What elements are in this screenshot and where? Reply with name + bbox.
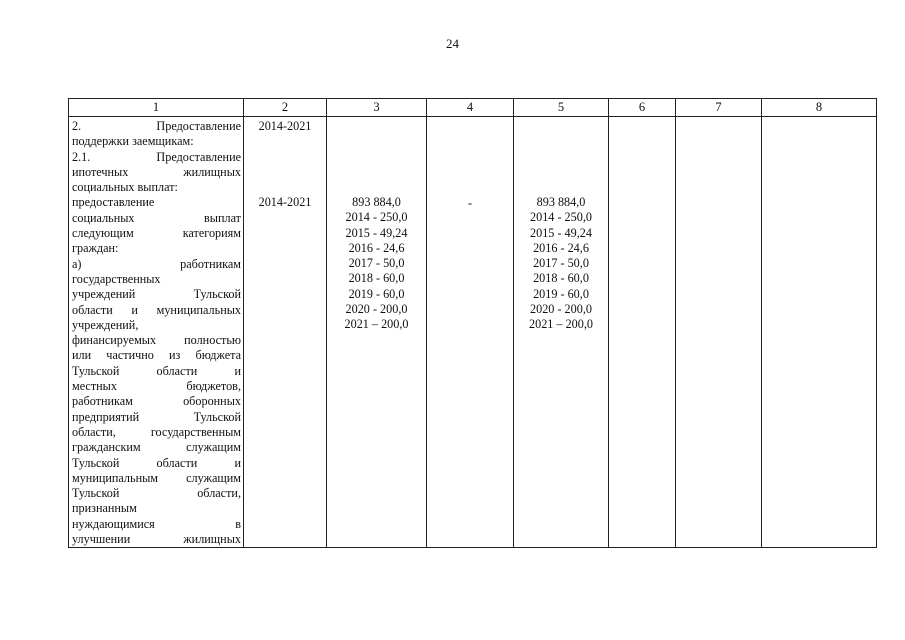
column-6-cell <box>609 117 676 548</box>
funding-value: 2015 - 49,24 <box>345 225 408 240</box>
funding-value: 2015 - 49,24 <box>530 225 592 240</box>
description-line: учреждений, <box>72 317 139 332</box>
column-7-cell <box>676 117 762 548</box>
description-line: Тульской области и <box>72 363 241 378</box>
funding-value: 2016 - 24,6 <box>348 240 405 255</box>
header-row <box>69 99 877 117</box>
description-cell <box>69 117 244 548</box>
description-line: 2. Предоставление <box>72 119 241 133</box>
funding-value: 2019 - 60,0 <box>348 286 405 301</box>
funding-value: 893 884,0 <box>352 195 401 209</box>
description-line: поддержки заемщикам: <box>72 134 194 149</box>
description-line: граждан: <box>72 241 119 256</box>
description-text <box>69 117 243 547</box>
description-line: Тульской области и <box>72 455 241 470</box>
funding-value: 2021 – 200,0 <box>529 317 593 332</box>
program-table <box>68 98 877 548</box>
table-row <box>69 117 877 548</box>
funding-value: 2014 - 250,0 <box>345 210 408 225</box>
column-header-4: 4 <box>427 99 514 117</box>
description-line: государственных <box>72 271 161 286</box>
description-line: признанным <box>72 501 137 516</box>
funding-value: 2017 - 50,0 <box>348 256 405 271</box>
description-line: Тульской области, <box>72 486 241 501</box>
funding-total-cell <box>327 117 427 548</box>
column-header-7: 7 <box>676 99 762 117</box>
regional-funding-cell <box>514 117 609 548</box>
description-line: области и муниципальных <box>72 302 241 317</box>
regional-funding-values <box>514 195 608 333</box>
funding-value: 2014 - 250,0 <box>530 210 592 225</box>
federal-funding-value: - <box>467 196 473 210</box>
description-line: муниципальным служащим <box>72 470 241 485</box>
funding-total-values <box>327 195 426 333</box>
description-line: улучшении жилищных <box>72 532 241 547</box>
page-number: 24 <box>446 36 459 51</box>
funding-value: 2020 - 200,0 <box>530 302 592 317</box>
column-header-8: 8 <box>762 99 877 117</box>
funding-value: 2017 - 50,0 <box>533 256 589 271</box>
description-line: социальных выплат: <box>72 180 178 195</box>
funding-value: 2018 - 60,0 <box>348 271 405 286</box>
period-cell <box>244 117 327 548</box>
description-line: следующим категориям <box>72 226 241 241</box>
column-header-2: 2 <box>244 99 327 117</box>
description-line: местных бюджетов, <box>72 379 241 394</box>
description-line: финансируемых полностью <box>72 333 241 348</box>
description-line: предоставление <box>72 195 155 210</box>
description-line: или частично из бюджета <box>72 348 241 363</box>
column-header-1: 1 <box>69 99 244 117</box>
column-header-3: 3 <box>327 99 427 117</box>
description-line: 2.1. Предоставление <box>72 149 241 164</box>
funding-value: 2018 - 60,0 <box>533 271 589 286</box>
federal-funding-cell <box>427 117 514 548</box>
period-payments: 2014-2021 <box>258 195 312 210</box>
description-line: учреждений Тульской <box>72 287 241 302</box>
column-header-6: 6 <box>609 99 676 117</box>
description-line: нуждающимися в <box>72 516 241 531</box>
column-header-5: 5 <box>514 99 609 117</box>
description-line: гражданским служащим <box>72 440 241 455</box>
column-8-cell <box>762 117 877 548</box>
description-line: а) работникам <box>72 256 241 271</box>
funding-value: 2019 - 60,0 <box>533 286 589 301</box>
description-line: ипотечных жилищных <box>72 164 241 179</box>
description-line: предприятий Тульской <box>72 409 241 424</box>
funding-value: 893 884,0 <box>536 195 586 209</box>
description-line: области, государственным <box>72 424 241 439</box>
period-main: 2014-2021 <box>258 119 312 133</box>
funding-value: 2021 – 200,0 <box>344 317 409 332</box>
funding-value: 2020 - 200,0 <box>345 302 408 317</box>
funding-value: 2016 - 24,6 <box>533 240 589 255</box>
description-line: социальных выплат <box>72 210 241 225</box>
description-line: работникам оборонных <box>72 394 241 409</box>
